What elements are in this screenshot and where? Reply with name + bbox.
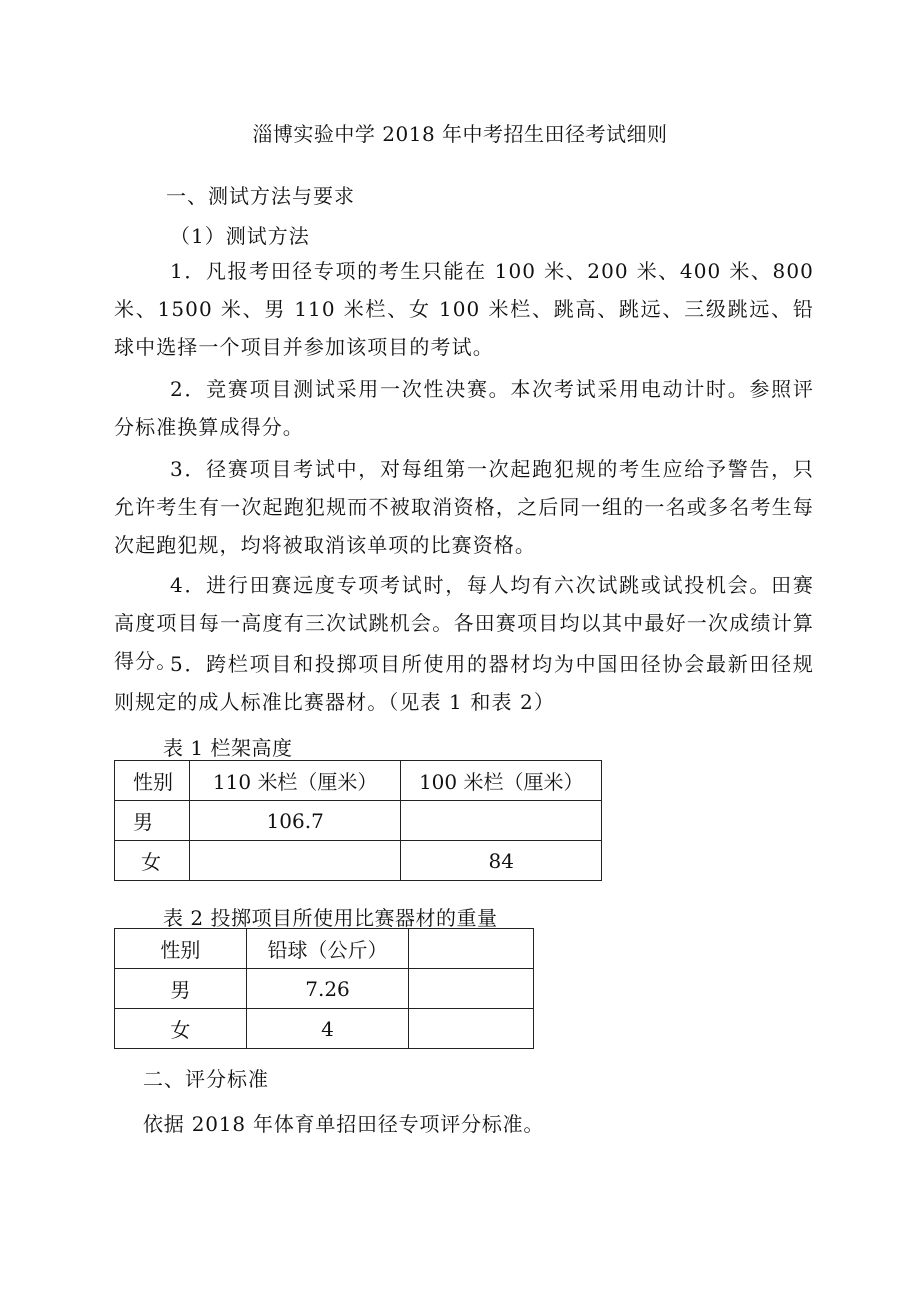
table-cell <box>189 841 401 881</box>
table-row <box>115 1009 534 1049</box>
table-row <box>115 929 534 969</box>
document-title: 淄博实验中学 2018 年中考招生田径考试细则 <box>252 122 668 146</box>
table-header-cell: 100 米栏（厘米） <box>401 761 602 801</box>
table-2-caption: 表 2 投掷项目所使用比赛器材的重量 <box>163 906 498 930</box>
table-header-cell <box>409 929 534 969</box>
table-cell: 男 <box>115 801 190 841</box>
table-1-hurdle-heights <box>114 760 602 881</box>
table-cell: 106.7 <box>189 801 401 841</box>
table-cell: 女 <box>115 1009 247 1049</box>
table-2-equipment-weights <box>114 928 534 1049</box>
section-2-text: 依据 2018 年体育单招田径专项评分标准。 <box>143 1112 545 1136</box>
table-row <box>115 969 534 1009</box>
section-2-heading: 二、评分标准 <box>143 1067 269 1091</box>
table-row <box>115 841 602 881</box>
section-1-heading: 一、测试方法与要求 <box>166 184 355 208</box>
paragraph-1: 1．凡报考田径专项的考生只能在 100 米、200 米、400 米、800 米、1500 米、男 110 米栏、女 100 米栏、跳高、跳远、三级跳远、铅球中选择一个项目并参加该项目的考试。 <box>114 259 814 359</box>
table-1-caption: 表 1 栏架高度 <box>163 736 293 760</box>
table-cell: 84 <box>401 841 602 881</box>
table-row <box>115 761 602 801</box>
table-cell: 7.26 <box>246 969 409 1009</box>
table-header-cell: 110 米栏（厘米） <box>189 761 401 801</box>
table-cell <box>409 969 534 1009</box>
paragraph-3: 3．径赛项目考试中，对每组第一次起跑犯规的考生应给予警告，只允许考生有一次起跑犯规而不被取消资格，之后同一组的一名或多名考生每次起跑犯规，均将被取消该单项的比赛资格。 <box>114 457 814 557</box>
table-header-cell: 铅球（公斤） <box>246 929 409 969</box>
table-cell: 女 <box>115 841 190 881</box>
table-cell <box>401 801 602 841</box>
subsection-1-heading: （1）测试方法 <box>170 224 310 248</box>
paragraph-5: 5．跨栏项目和投掷项目所使用的器材均为中国田径协会最新田径规则规定的成人标准比赛器材。（见表 1 和表 2） <box>114 652 814 714</box>
table-cell: 4 <box>246 1009 409 1049</box>
table-header-cell: 性别 <box>115 761 190 801</box>
table-header-cell: 性别 <box>115 929 247 969</box>
paragraph-2: 2．竞赛项目测试采用一次性决赛。本次考试采用电动计时。参照评分标准换算成得分。 <box>114 377 814 439</box>
paragraph-4: 4．进行田赛远度专项考试时，每人均有六次试跳或试投机会。田赛高度项目每一高度有三次试跳机会。各田赛项目均以其中最好一次成绩计算得分。 <box>114 573 814 673</box>
table-cell: 男 <box>115 969 247 1009</box>
table-cell <box>409 1009 534 1049</box>
table-row <box>115 801 602 841</box>
